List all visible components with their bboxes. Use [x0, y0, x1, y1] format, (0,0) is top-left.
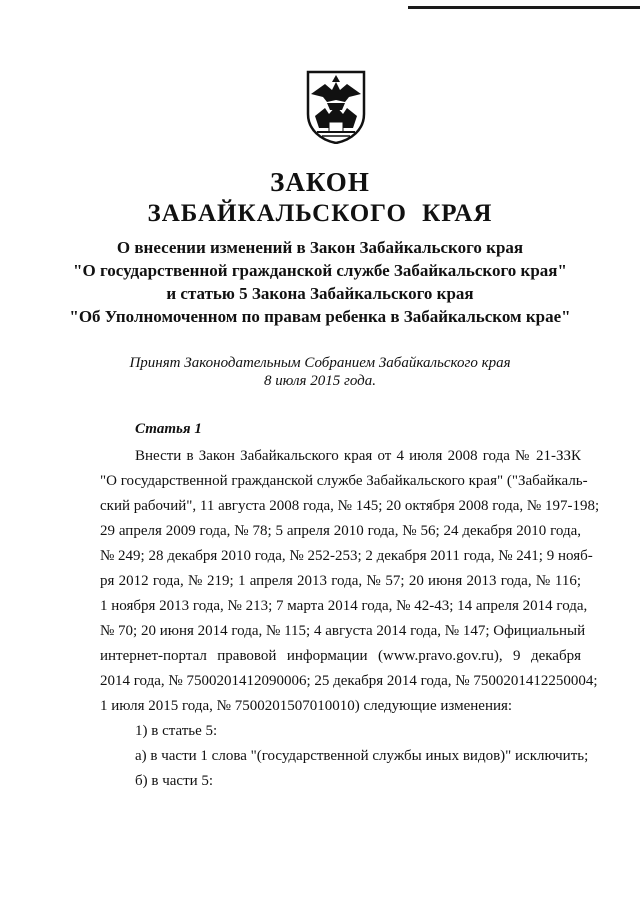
article-text-line: ря 2012 года, № 219; 1 апреля 2013 года, № 57; 20 июня 2013 года, № 116; — [100, 573, 581, 589]
article-text-line: ский рабочий", 11 августа 2008 года, № 145; 20 октября 2008 года, № 197-198; — [100, 498, 600, 514]
coat-of-arms-emblem — [305, 70, 367, 144]
article-text-line: "О государственной гражданской службе Забайкальского края" ("Забайкаль- — [100, 473, 588, 489]
subtitle-line: и статью 5 Закона Забайкальского края — [166, 284, 474, 303]
region-title: ЗАБАЙКАЛЬСКОГО КРАЯ — [147, 200, 493, 227]
list-item: а) в части 1 слова "(государственной службы иных видов)" исключить; — [135, 748, 589, 764]
subtitle-line: О внесении изменений в Закон Забайкальского края — [116, 238, 524, 257]
article-text-line: № 249; 28 декабря 2010 года, № 252-253; 2 декабря 2011 года, № 241; 9 нояб- — [100, 548, 593, 564]
adoption-date: 8 июля 2015 года. — [264, 373, 376, 389]
article-text-line: 1 ноября 2013 года, № 213; 7 марта 2014 года, № 42-43; 14 апреля 2014 года, — [100, 598, 588, 614]
article-heading: Статья 1 — [135, 421, 202, 437]
subtitle-line: "О государственной гражданской службе Забайкальского края" — [73, 261, 567, 280]
article-text-line: 2014 года, № 7500201412090006; 25 декабря 2014 года, № 7500201412250004; — [100, 673, 598, 689]
subtitle-line: "Об Уполномоченном по правам ребенка в Забайкальском крае" — [69, 307, 571, 326]
law-title: ЗАКОН — [270, 167, 370, 197]
list-item: 1) в статье 5: — [135, 723, 218, 739]
article-text-line: интернет-портал правовой информации (www.pravo.gov.ru), 9 декабря — [100, 648, 581, 664]
top-border-line — [408, 6, 640, 9]
article-text-line: 29 апреля 2009 года, № 78; 5 апреля 2010 года, № 56; 24 декабря 2010 года, — [100, 523, 581, 539]
article-text-line: № 70; 20 июня 2014 года, № 115; 4 августа 2014 года, № 147; Официальный — [100, 623, 586, 639]
list-item: б) в части 5: — [135, 773, 214, 789]
adoption-note: Принят Законодательным Собранием Забайкальского края — [129, 355, 511, 371]
article-text-line: Внести в Закон Забайкальского края от 4 июля 2008 года № 21-ЗЗК — [135, 448, 581, 464]
article-text-line: 1 июля 2015 года, № 7500201507010010) следующие изменения: — [100, 698, 513, 714]
